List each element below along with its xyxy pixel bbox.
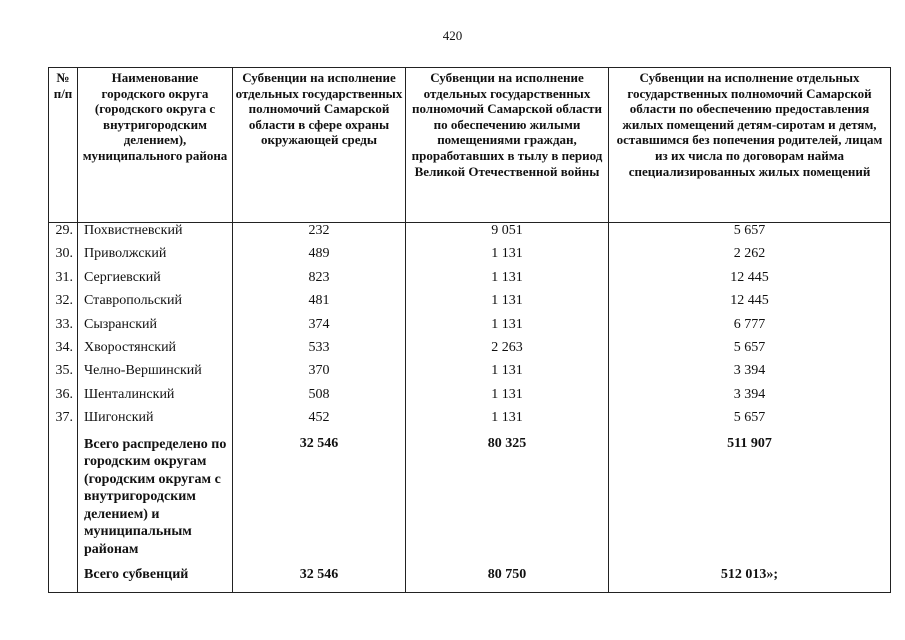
total-subventions-b: 80 750 <box>406 558 609 593</box>
row-value-a: 489 <box>233 246 406 269</box>
total-subventions-row <box>49 558 891 593</box>
table-row <box>49 270 891 293</box>
header-row <box>49 68 891 223</box>
row-value-b: 1 131 <box>406 410 609 433</box>
row-value-b: 1 131 <box>406 317 609 340</box>
table-row <box>49 317 891 340</box>
header-no: № п/п <box>49 68 78 223</box>
header-name: Наименование городского округа (городского округа с внутригородским делением), муниципального района <box>78 68 233 223</box>
row-value-a: 481 <box>233 293 406 316</box>
row-name: Похвистневский <box>78 223 233 247</box>
total-distributed-a: 32 546 <box>233 434 406 559</box>
row-no: 31. <box>49 270 78 293</box>
total-distributed-row <box>49 434 891 559</box>
row-name: Шигонский <box>78 410 233 433</box>
total-distributed-b: 80 325 <box>406 434 609 559</box>
header-col-a: Субвенции на исполнение отдельных государственных полномочий Самарской области в сфере охраны окружающей среды <box>233 68 406 223</box>
row-value-a: 232 <box>233 223 406 247</box>
row-name: Сергиевский <box>78 270 233 293</box>
row-value-b: 2 263 <box>406 340 609 363</box>
row-value-b: 1 131 <box>406 293 609 316</box>
row-value-b: 1 131 <box>406 246 609 269</box>
row-value-a: 370 <box>233 363 406 386</box>
table-row <box>49 293 891 316</box>
subventions-table <box>48 67 891 593</box>
row-name: Ставропольский <box>78 293 233 316</box>
row-value-c: 12 445 <box>609 270 891 293</box>
row-name: Приволжский <box>78 246 233 269</box>
row-no: 36. <box>49 387 78 410</box>
row-value-c: 3 394 <box>609 363 891 386</box>
row-no: 33. <box>49 317 78 340</box>
row-value-c: 5 657 <box>609 410 891 433</box>
row-value-c: 6 777 <box>609 317 891 340</box>
table-row <box>49 223 891 247</box>
row-value-b: 1 131 <box>406 363 609 386</box>
row-value-c: 5 657 <box>609 223 891 247</box>
table-row <box>49 410 891 433</box>
row-value-b: 1 131 <box>406 270 609 293</box>
row-name: Сызранский <box>78 317 233 340</box>
table-row <box>49 363 891 386</box>
header-col-c: Субвенции на исполнение отдельных государственных полномочий Самарской области по обеспечению предоставления жилых помещений детям-сиротам и детям, оставшимся без попечения родителей, лицам из их числа по договорам найма специализированных жилых помещений <box>609 68 891 223</box>
page-number: 420 <box>442 28 463 43</box>
row-value-a: 508 <box>233 387 406 410</box>
row-value-a: 823 <box>233 270 406 293</box>
row-value-c: 5 657 <box>609 340 891 363</box>
total-distributed-c: 511 907 <box>609 434 891 559</box>
total-subventions-a: 32 546 <box>233 558 406 593</box>
table-row <box>49 340 891 363</box>
row-value-b: 1 131 <box>406 387 609 410</box>
total-subventions-c: 512 013»; <box>609 558 891 593</box>
row-name: Шенталинский <box>78 387 233 410</box>
table-row <box>49 246 891 269</box>
row-no: 35. <box>49 363 78 386</box>
total-distributed-no <box>49 434 78 559</box>
total-subventions-label: Всего субвенций <box>78 558 233 593</box>
row-no: 29. <box>49 223 78 247</box>
total-subventions-no <box>49 558 78 593</box>
row-no: 32. <box>49 293 78 316</box>
row-no: 37. <box>49 410 78 433</box>
row-value-c: 12 445 <box>609 293 891 316</box>
header-col-b: Субвенции на исполнение отдельных государственных полномочий Самарской области по обеспечению жилыми помещениями граждан, проработавших в тылу в период Великой Отечественной войны <box>406 68 609 223</box>
row-value-c: 2 262 <box>609 246 891 269</box>
row-value-a: 374 <box>233 317 406 340</box>
row-value-c: 3 394 <box>609 387 891 410</box>
row-name: Челно-Вершинский <box>78 363 233 386</box>
row-name: Хворостянский <box>78 340 233 363</box>
row-no: 34. <box>49 340 78 363</box>
table-row <box>49 387 891 410</box>
total-distributed-label: Всего распределено по городским округам (городским округам с внутригородским делением) и муниципальным районам <box>78 434 233 559</box>
row-value-a: 452 <box>233 410 406 433</box>
row-value-a: 533 <box>233 340 406 363</box>
row-no: 30. <box>49 246 78 269</box>
row-value-b: 9 051 <box>406 223 609 247</box>
